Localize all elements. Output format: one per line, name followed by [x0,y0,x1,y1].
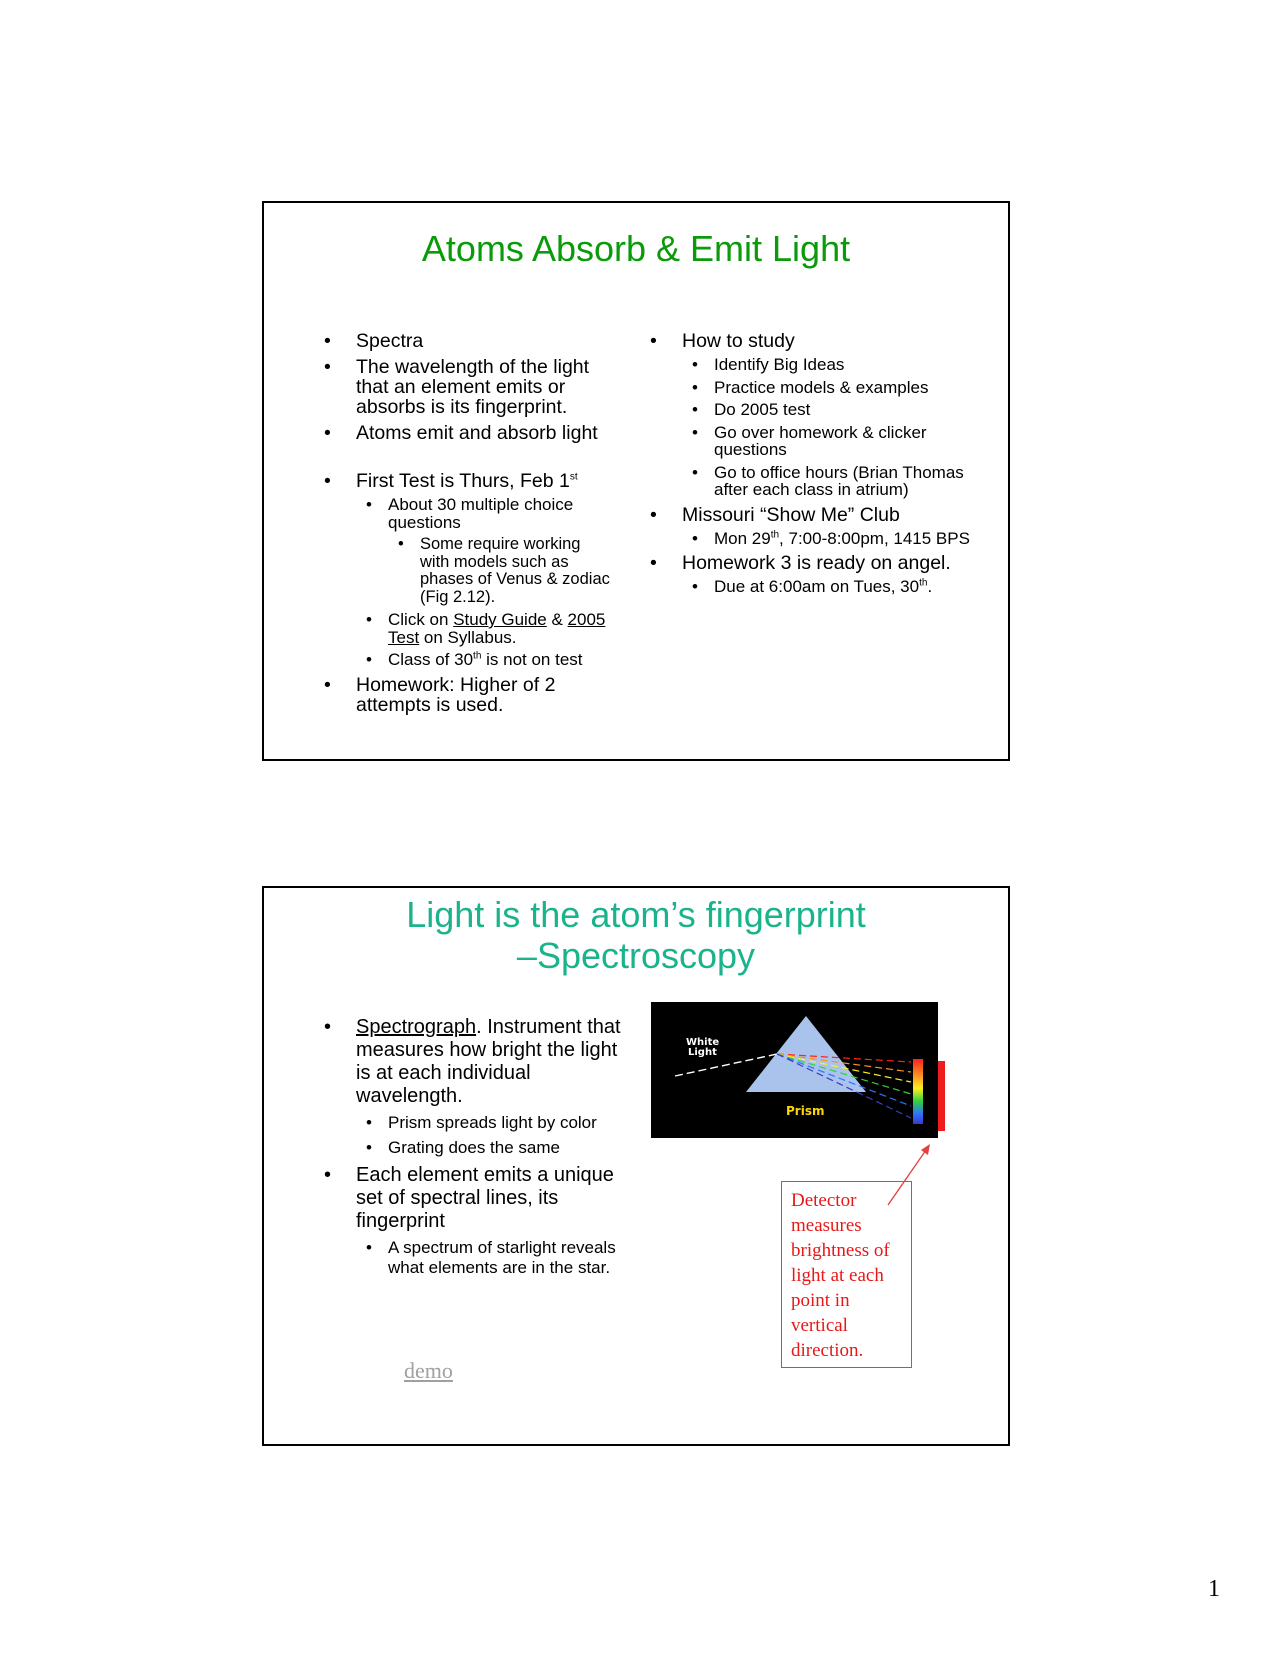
bullet-prism: • Prism spreads light by color [356,1113,624,1133]
spectrograph-term: Spectrograph [356,1016,477,1038]
due-sup: th [919,577,928,589]
bullet-due [682,578,970,596]
bullet-do-test: • Do 2005 test [682,401,970,419]
slide-spectroscopy [262,886,1010,1446]
bullet-big-ideas: • Identify Big Ideas [682,356,970,374]
bullet-how-to-study [650,331,970,499]
demo-link[interactable]: demo [404,1358,453,1383]
bullet-class-of [356,651,614,669]
bullet-multiple-choice [356,496,614,606]
class-of-sup: th [473,650,482,662]
mon-text: Mon 29 [714,528,771,548]
detector-note: Detector measures brightness of light at each point in vertical direction. [781,1181,912,1368]
first-test-text: First Test is Thurs, Feb 1 [356,470,570,492]
bullet-grating: • Grating does the same [356,1138,624,1158]
left-column [324,331,614,721]
bullet-homework: • Homework: Higher of 2 attempts is used. [324,675,614,715]
bullet-wavelength: • The wavelength of the light that an element emits or absorbs is its fingerprint. [324,357,614,417]
mon-sup: th [770,528,780,540]
light-label: Light [688,1047,717,1058]
detector-bar [938,1061,945,1131]
right-column [650,331,970,602]
due-end-text: . [927,577,933,596]
study-guide-link[interactable]: Study Guide [453,610,547,629]
bullet-go-over: • Go over homework & clicker questions [682,424,970,459]
homework3-text: Homework 3 is ready on angel. [682,552,951,574]
mon-rest-text: , 7:00-8:00pm, 1415 BPS [779,528,970,548]
spectrograph-text: . Instrument that measures how bright the light is at each individual wavelength. [356,1016,621,1107]
each-element-text: Each element emits a unique set of spectral lines, its fingerprint [356,1164,614,1232]
bullet-click-on [356,611,614,646]
arrow-head [921,1144,930,1155]
prism-label: Prism [786,1104,825,1118]
title-line2: –Spectroscopy [516,935,756,976]
bullet-homework3 [650,553,970,596]
bullet-club [650,505,970,548]
bullet-some-require: • Some require working with models such as phases of Venus & zodiac (Fig 2.12). [388,536,614,606]
bullet-practice: • Practice models & examples [682,379,970,397]
not-on-test-text: is not on test [481,650,583,669]
class-of-text: Class of 30 [388,650,474,669]
amp-text: & [546,610,568,629]
bullet-mon [682,530,970,548]
page-number: 1 [1208,1576,1220,1602]
due-text: Due at 6:00am on Tues, 30 [714,577,920,596]
white-label: White [686,1037,720,1048]
slide-title: Atoms Absorb & Emit Light [421,228,851,269]
bullet-office-hours: • Go to office hours (Brian Thomas after each class in atrium) [682,464,970,499]
multiple-choice-text: About 30 multiple choice questions [388,495,574,532]
bullet-emit-absorb: • Atoms emit and absorb light [324,423,614,443]
bullet-spectra: • Spectra [324,331,614,351]
title-line1: Light is the atom’s fingerprint [406,894,866,935]
test-2005-link[interactable]: 2005 Test [388,610,606,647]
on-syllabus-text: on Syllabus. [419,627,517,647]
bullet-first-test [324,471,614,669]
bullet-starlight: • A spectrum of starlight reveals what elements are in the star. [356,1238,624,1278]
club-text: Missouri “Show Me” Club [682,503,900,526]
slide-atoms-absorb-emit [262,201,1010,761]
click-on-text: Click on [388,610,454,629]
how-to-study-text: How to study [682,330,795,352]
first-test-sup: st [569,471,578,483]
